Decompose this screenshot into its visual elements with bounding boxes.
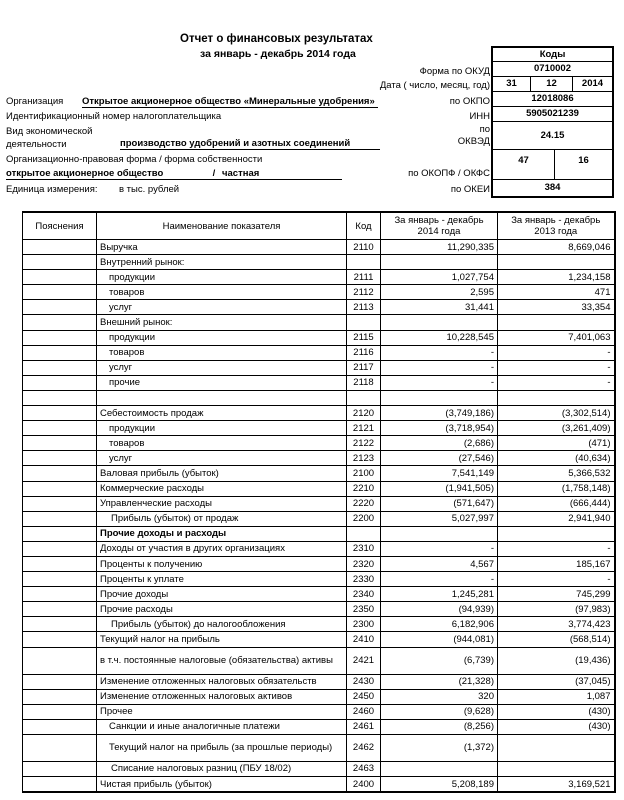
- table-row: [23, 436, 615, 451]
- cell-name: Изменение отложенных налоговых активов: [97, 689, 347, 704]
- cell-name: Прочие расходы: [97, 602, 347, 617]
- legal-form-separator: /: [206, 168, 222, 180]
- cell-prev: 1,087: [498, 689, 615, 704]
- cell-notes: [23, 240, 97, 255]
- cell-code: 2400: [347, 777, 381, 793]
- cell-prev: (430): [498, 719, 615, 734]
- cell-prev: 3,774,423: [498, 617, 615, 632]
- cell-prev: [498, 255, 615, 270]
- okpo-code: 12018086: [493, 92, 612, 107]
- okpo-label: по ОКПО: [449, 96, 490, 107]
- cell-prev: (568,514): [498, 632, 615, 647]
- cell-cur: [381, 761, 498, 776]
- cell-prev: (40,634): [498, 451, 615, 466]
- cell-prev: -: [498, 345, 615, 360]
- cell-cur: [381, 315, 498, 330]
- cell-notes: [23, 360, 97, 375]
- report-period: за январь - декабрь 2014 года: [200, 48, 356, 60]
- cell-cur: -: [381, 572, 498, 587]
- cell-prev: (37,045): [498, 674, 615, 689]
- cell-cur: 11,290,335: [381, 240, 498, 255]
- cell-notes: [23, 481, 97, 496]
- table-row: [23, 270, 615, 285]
- cell-cur: -: [381, 345, 498, 360]
- okopf-code: 47: [493, 150, 555, 180]
- okei-code: 384: [544, 182, 561, 193]
- cell-notes: [23, 674, 97, 689]
- cell-name: услуг: [97, 300, 347, 315]
- activity-label-1: Вид экономической: [6, 126, 93, 137]
- cell-cur: (27,546): [381, 451, 498, 466]
- cell-prev: [498, 761, 615, 776]
- cell-name: Прочие доходы: [97, 587, 347, 602]
- cell-notes: [23, 761, 97, 776]
- cell-prev: (19,436): [498, 647, 615, 674]
- cell-prev: 1,234,158: [498, 270, 615, 285]
- cell-cur: (94,939): [381, 602, 498, 617]
- unit-value: в тыс. рублей: [119, 184, 180, 195]
- cell-cur: 31,441: [381, 300, 498, 315]
- cell-code: [347, 315, 381, 330]
- col-header-name: Наименование показателя: [97, 212, 347, 240]
- financial-results-table: [22, 211, 616, 793]
- cell-notes: [23, 704, 97, 719]
- okfs-code: 16: [555, 150, 612, 180]
- cell-notes: [23, 689, 97, 704]
- cell-notes: [23, 300, 97, 315]
- cell-notes: [23, 375, 97, 390]
- cell-code: 2116: [347, 345, 381, 360]
- cell-code: 2460: [347, 704, 381, 719]
- cell-name: Текущий налог на прибыль: [97, 632, 347, 647]
- table-row: [23, 602, 615, 617]
- cell-notes: [23, 617, 97, 632]
- cell-name: услуг: [97, 360, 347, 375]
- cell-code: 2100: [347, 466, 381, 481]
- cell-cur: (571,647): [381, 496, 498, 511]
- cell-notes: [23, 345, 97, 360]
- cell-code: 2461: [347, 719, 381, 734]
- cell-code: 2111: [347, 270, 381, 285]
- cell-cur: (1,372): [381, 734, 498, 761]
- okud-label: Форма по ОКУД: [419, 66, 490, 77]
- cell-code: 2462: [347, 734, 381, 761]
- inn-code-label: ИНН: [469, 111, 490, 122]
- cell-code: 2421: [347, 647, 381, 674]
- cell-cur: (9,628): [381, 704, 498, 719]
- cell-code: 2320: [347, 556, 381, 571]
- table-row: [23, 526, 615, 541]
- table-row: [23, 674, 615, 689]
- cell-prev: 2,941,940: [498, 511, 615, 526]
- cell-cur: (944,081): [381, 632, 498, 647]
- cell-notes: [23, 406, 97, 421]
- okved-label-1: по: [479, 124, 490, 135]
- col-header-current: За январь - декабрь 2014 года: [381, 212, 498, 240]
- cell-prev: (97,983): [498, 602, 615, 617]
- date-year: 2014: [573, 77, 612, 92]
- cell-name: прочие: [97, 375, 347, 390]
- table-row: [23, 421, 615, 436]
- cell-name: Доходы от участия в других организациях: [97, 541, 347, 556]
- cell-name: Выручка: [97, 240, 347, 255]
- cell-name: Санкции и иные аналогичные платежи: [97, 719, 347, 734]
- cell-code: 2120: [347, 406, 381, 421]
- cell-cur: [381, 255, 498, 270]
- cell-cur: (21,328): [381, 674, 498, 689]
- cell-cur: (6,739): [381, 647, 498, 674]
- cell-name: Валовая прибыль (убыток): [97, 466, 347, 481]
- cell-notes: [23, 285, 97, 300]
- table-row: [23, 617, 615, 632]
- unit-label: Единица измерения:: [6, 184, 98, 195]
- cell-cur: 10,228,545: [381, 330, 498, 345]
- codes-box: [491, 46, 614, 198]
- col-header-notes: Пояснения: [23, 212, 97, 240]
- cell-prev: -: [498, 360, 615, 375]
- cell-code: 2200: [347, 511, 381, 526]
- cell-name: товаров: [97, 345, 347, 360]
- cell-cur: (3,749,186): [381, 406, 498, 421]
- cell-notes: [23, 421, 97, 436]
- cell-notes: [23, 632, 97, 647]
- ownership-value: частная: [222, 168, 342, 180]
- table-row: [23, 375, 615, 390]
- cell-code: [347, 526, 381, 541]
- table-row: [23, 704, 615, 719]
- cell-name: Изменение отложенных налоговых обязательств: [97, 674, 347, 689]
- cell-prev: -: [498, 541, 615, 556]
- cell-name: Прочее: [97, 704, 347, 719]
- cell-notes: [23, 734, 97, 761]
- cell-code: 2121: [347, 421, 381, 436]
- cell-cur: (2,686): [381, 436, 498, 451]
- cell-notes: [23, 330, 97, 345]
- table-row: [23, 541, 615, 556]
- cell-prev: -: [498, 375, 615, 390]
- cell-cur: 4,567: [381, 556, 498, 571]
- cell-code: 2118: [347, 375, 381, 390]
- cell-notes: [23, 719, 97, 734]
- cell-cur: 2,595: [381, 285, 498, 300]
- cell-name: Прибыль (убыток) от продаж: [97, 511, 347, 526]
- okud-code: 0710002: [493, 62, 612, 77]
- table-row: [23, 761, 615, 776]
- cell-code: 2123: [347, 451, 381, 466]
- table-row: [23, 406, 615, 421]
- cell-prev: 471: [498, 285, 615, 300]
- cell-notes: [23, 541, 97, 556]
- cell-code: 2210: [347, 481, 381, 496]
- table-row: [23, 632, 615, 647]
- cell-cur: 7,541,149: [381, 466, 498, 481]
- cell-name: Проценты к уплате: [97, 572, 347, 587]
- cell-prev: 185,167: [498, 556, 615, 571]
- table-row: [23, 315, 615, 330]
- cell-cur: -: [381, 541, 498, 556]
- activity-value: производство удобрений и азотных соединений: [120, 138, 380, 150]
- cell-prev: [498, 315, 615, 330]
- cell-cur: 1,245,281: [381, 587, 498, 602]
- cell-notes: [23, 777, 97, 793]
- cell-cur: [381, 526, 498, 541]
- table-row: [23, 481, 615, 496]
- cell-name: Внутренний рынок:: [97, 255, 347, 270]
- cell-prev: 3,169,521: [498, 777, 615, 793]
- cell-name: Внешний рынок:: [97, 315, 347, 330]
- cell-code: 2330: [347, 572, 381, 587]
- cell-notes: [23, 315, 97, 330]
- table-row: [23, 240, 615, 255]
- cell-name: товаров: [97, 436, 347, 451]
- cell-notes: [23, 436, 97, 451]
- cell-code: 2300: [347, 617, 381, 632]
- table-row: [23, 777, 615, 793]
- cell-cur: 6,182,906: [381, 617, 498, 632]
- cell-notes: [23, 496, 97, 511]
- cell-name: Чистая прибыль (убыток): [97, 777, 347, 793]
- cell-notes: [23, 526, 97, 541]
- cell-code: 2110: [347, 240, 381, 255]
- table-row: [23, 285, 615, 300]
- table-row: [23, 255, 615, 270]
- okved-code: 24.15: [493, 122, 612, 150]
- cell-notes: [23, 511, 97, 526]
- cell-cur: (3,718,954): [381, 421, 498, 436]
- cell-code: 2463: [347, 761, 381, 776]
- cell-prev: [498, 390, 615, 405]
- legal-form-label: Организационно-правовая форма / форма собственности: [6, 154, 263, 165]
- cell-code: [347, 390, 381, 405]
- cell-notes: [23, 466, 97, 481]
- table-row: [23, 496, 615, 511]
- cell-code: 2117: [347, 360, 381, 375]
- cell-notes: [23, 556, 97, 571]
- cell-code: 2410: [347, 632, 381, 647]
- date-label: Дата ( число, месяц, год): [379, 80, 490, 91]
- legal-form-value: открытое акционерное общество: [6, 168, 206, 180]
- activity-label-2: деятельности: [6, 139, 67, 150]
- table-row: [23, 390, 615, 405]
- cell-notes: [23, 647, 97, 674]
- cell-prev: 745,299: [498, 587, 615, 602]
- table-row: [23, 466, 615, 481]
- cell-name: Прочие доходы и расходы: [97, 526, 347, 541]
- inn-code: 5905021239: [493, 107, 612, 122]
- cell-name: в т.ч. постоянные налоговые (обязательства) активы: [97, 647, 347, 674]
- table-row: [23, 587, 615, 602]
- table-row: [23, 300, 615, 315]
- cell-prev: (666,444): [498, 496, 615, 511]
- okved-label-2: ОКВЭД: [457, 136, 490, 147]
- table-row: [23, 719, 615, 734]
- cell-cur: (8,256): [381, 719, 498, 734]
- cell-cur: 5,027,997: [381, 511, 498, 526]
- cell-code: 2113: [347, 300, 381, 315]
- cell-name: Текущий налог на прибыль (за прошлые периоды): [97, 734, 347, 761]
- cell-name: Себестоимость продаж: [97, 406, 347, 421]
- cell-cur: (1,941,505): [381, 481, 498, 496]
- org-name: Открытое акционерное общество «Минеральные удобрения»: [82, 96, 378, 108]
- cell-name: Списание налоговых разниц (ПБУ 18/02): [97, 761, 347, 776]
- table-row: [23, 556, 615, 571]
- date-month: 12: [531, 77, 573, 92]
- cell-name: [97, 390, 347, 405]
- cell-prev: 5,366,532: [498, 466, 615, 481]
- cell-code: 2115: [347, 330, 381, 345]
- cell-code: 2430: [347, 674, 381, 689]
- cell-notes: [23, 602, 97, 617]
- table-row: [23, 345, 615, 360]
- table-row: [23, 330, 615, 345]
- cell-prev: [498, 526, 615, 541]
- cell-code: 2220: [347, 496, 381, 511]
- cell-name: товаров: [97, 285, 347, 300]
- cell-prev: (430): [498, 704, 615, 719]
- cell-name: Проценты к получению: [97, 556, 347, 571]
- cell-cur: [381, 390, 498, 405]
- cell-code: 2122: [347, 436, 381, 451]
- table-row: [23, 734, 615, 761]
- cell-prev: (3,261,409): [498, 421, 615, 436]
- cell-cur: -: [381, 360, 498, 375]
- cell-prev: (471): [498, 436, 615, 451]
- date-day: 31: [493, 77, 531, 92]
- cell-notes: [23, 270, 97, 285]
- cell-prev: 33,354: [498, 300, 615, 315]
- table-row: [23, 689, 615, 704]
- cell-name: Прибыль (убыток) до налогообложения: [97, 617, 347, 632]
- table-header-row: [23, 212, 615, 240]
- cell-notes: [23, 390, 97, 405]
- cell-prev: (1,758,148): [498, 481, 615, 496]
- cell-notes: [23, 572, 97, 587]
- cell-code: 2350: [347, 602, 381, 617]
- cell-cur: -: [381, 375, 498, 390]
- codes-header: Коды: [493, 48, 612, 62]
- cell-name: Управленческие расходы: [97, 496, 347, 511]
- table-row: [23, 647, 615, 674]
- col-header-code: Код: [347, 212, 381, 240]
- okopf-label: по ОКОПФ / ОКФС: [408, 168, 490, 179]
- cell-notes: [23, 587, 97, 602]
- org-label: Организация: [6, 96, 64, 107]
- table-row: [23, 572, 615, 587]
- cell-name: услуг: [97, 451, 347, 466]
- cell-cur: 320: [381, 689, 498, 704]
- cell-notes: [23, 255, 97, 270]
- cell-prev: (3,302,514): [498, 406, 615, 421]
- okei-label: по ОКЕИ: [450, 184, 490, 195]
- cell-prev: 8,669,046: [498, 240, 615, 255]
- cell-cur: 1,027,754: [381, 270, 498, 285]
- cell-code: 2450: [347, 689, 381, 704]
- cell-name: продукции: [97, 421, 347, 436]
- cell-code: 2310: [347, 541, 381, 556]
- cell-cur: 5,208,189: [381, 777, 498, 793]
- cell-code: 2340: [347, 587, 381, 602]
- report-title: Отчет о финансовых результатах: [180, 33, 373, 45]
- cell-prev: 7,401,063: [498, 330, 615, 345]
- inn-label: Идентификационный номер налогоплательщика: [6, 111, 222, 122]
- col-header-previous: За январь - декабрь 2013 года: [498, 212, 615, 240]
- cell-name: продукции: [97, 270, 347, 285]
- cell-prev: [498, 734, 615, 761]
- cell-prev: -: [498, 572, 615, 587]
- cell-notes: [23, 451, 97, 466]
- table-row: [23, 360, 615, 375]
- table-row: [23, 451, 615, 466]
- cell-code: 2112: [347, 285, 381, 300]
- cell-code: [347, 255, 381, 270]
- cell-name: Коммерческие расходы: [97, 481, 347, 496]
- table-row: [23, 511, 615, 526]
- cell-name: продукции: [97, 330, 347, 345]
